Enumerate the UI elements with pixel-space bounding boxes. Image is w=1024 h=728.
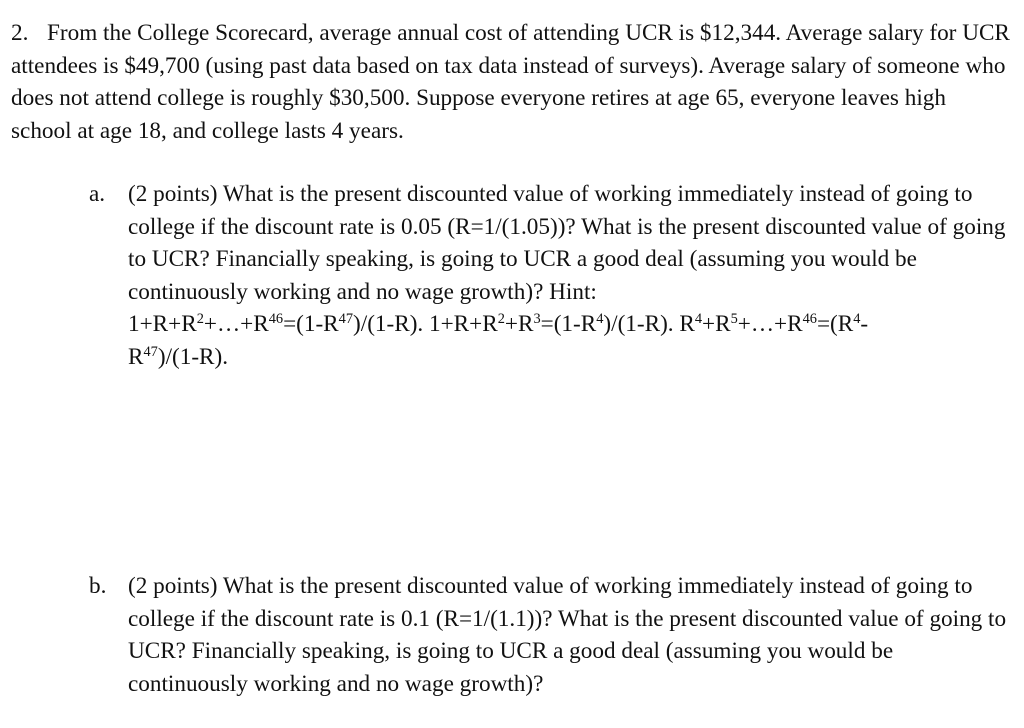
problem-number: 2. [11,20,29,46]
part-a [89,178,1009,374]
part-a-body [128,178,1009,374]
hint-formula-2: $1+R+R^2+R^3=(1-R^4)/(1-R)$. [429,311,674,338]
part-b [89,570,1009,700]
hint-formula-1: $1+R+R^2+\dots+R^{46}=(1-R^{47})/(1-R)$. [128,311,424,338]
hint-formula-3: $R^4+R^5+\dots+R^{46}=(R^4-$ $R^{47})/(1-R)$. [128,311,869,370]
part-a-label: a. [89,181,106,207]
part-a-question: (2 points) What is the present discounted value of working immediately instead of going to college if the discount rate is 0.05 (R=1/(1.05))? What is the present discounted value of going to UCR? Financially speaking, is going to UCR a good deal (assuming you would be continuously working and no wage growth)? Hint: [128,181,1006,305]
problem-2 [11,17,1011,147]
part-b-question: (2 points) What is the present discounted value of working immediately instead of going to college if the discount rate is 0.1 (R=1/(1.1))? What is the present discounted value of going to UCR? Financially speaking, is going to UCR a good deal (assuming you would be continuously working and no wage growth)? [128,573,1007,697]
part-b-label: b. [89,573,107,599]
part-b-body [128,570,1009,700]
problem-statement: From the College Scorecard, average annual cost of attending UCR is $12,344. Average salary for UCR attendees is $49,700 (using past data based on tax data instead of surveys). Average salary of someone who does not attend college is roughly $30,500. Suppose everyone retires at age 65, everyone leaves high school at age 18, and college lasts 4 years. [11,20,1010,144]
